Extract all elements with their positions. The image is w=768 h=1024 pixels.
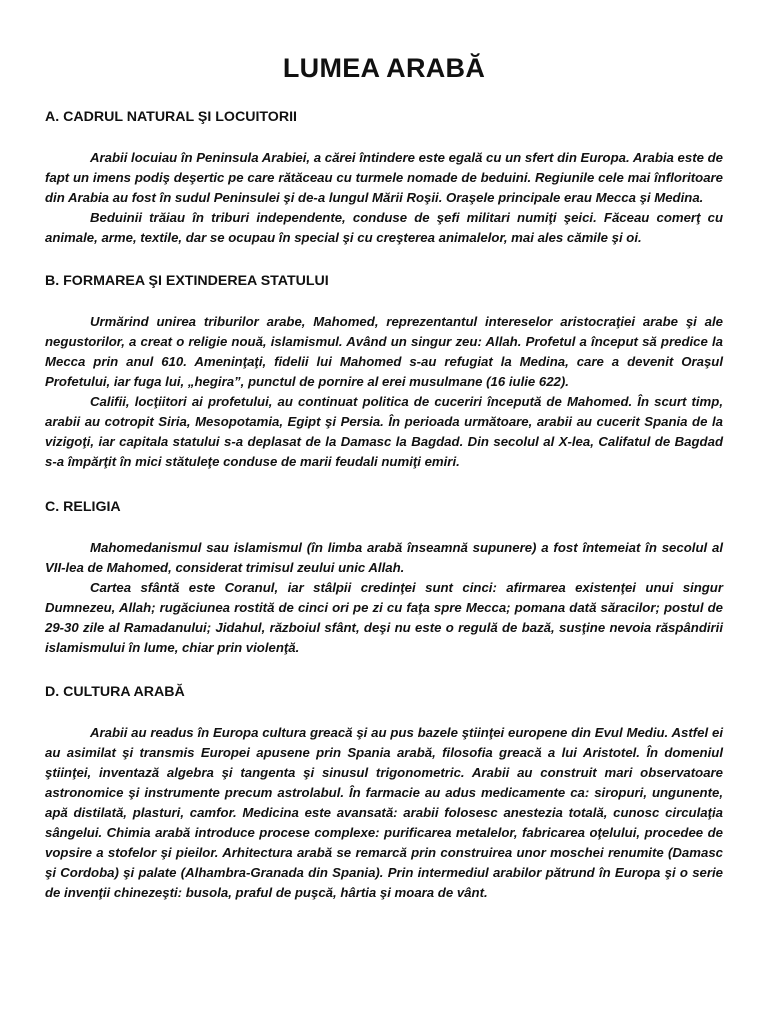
paragraph-a-2: Beduinii trăiau în triburi independente, conduse de şefi militari numiţi şeici. Făceau comerţ cu animale, arme, textile, dar se ocupau în special şi cu creşterea animalelor, mai ales cămile şi oi. — [45, 210, 723, 245]
section-body-d — [45, 723, 723, 903]
paragraph-c-1: Mahomedanismul sau islamismul (în limba arabă înseamnă supunere) a fost întemeiat în secolul al VII-lea de Mahomed, considerat trimisul zeului unic Allah. — [45, 540, 723, 575]
paragraph-b-1: Urmărind unirea triburilor arabe, Mahomed, reprezentantul intereselor aristocraţiei arabe şi ale negustorilor, a creat o religie nouă, islamismul. Având un singur zeu: Allah. Profetul a început să predice la Mecca prin anul 610. Ameninţaţi, fidelii lui Mahomed s-au refugiat la Medina, care a devenit Oraşul Profetului, iar fuga lui, „hegira”, punctul de pornire al erei musulmane (16 iulie 622). — [45, 314, 723, 389]
section-body-a — [45, 148, 723, 248]
section-body-c — [45, 538, 723, 658]
section-heading-a: A. CADRUL NATURAL ŞI LOCUITORII — [45, 109, 297, 125]
paragraph-d-1: Arabii au readus în Europa cultura greacă şi au pus bazele ştiinţei europene din Evul Mediu. Astfel ei au asimilat şi transmis Europei apusene prin Spania arabă, filosofia greacă a lui Aristotel. În domeniul ştiinţei, inventază algebra şi tangenta şi sinusul trigonometric. Arabii au construit mari observatoare astronomice şi instrumente precum astrolabul. În farmacie au adus medicamente ca: siropuri, ungunente, apă distilată, plasturi, camfor. Medicina este avansată: arabii folosesc anestezia totală, cunosc circulaţia sângelui. Chimia arabă introduce procese complexe: purificarea metalelor, fabricarea oţelului, procedee de vopsire a stofelor şi pieilor. Arhitectura arabă se remarcă prin construirea unor moschei renumite (Damasc şi Cordoba) şi palate (Alhambra-Granada din Spania). Prin intermediul arabilor pătrund în Europa şi o serie de invenţii chinezeşti: busola, praful de puşcă, hârtia şi moara de vânt. — [45, 725, 723, 900]
paragraph-a-1: Arabii locuiau în Peninsula Arabiei, a cărei întindere este egală cu un sfert din Europa. Arabia este de fapt un imens podiş deşertic pe care rătăceau cu turmele nomade de beduini. Regiunile cele mai înfloritoare din Arabia au fost în sudul Peninsulei şi de-a lungul Mării Roşii. Oraşele principale erau Mecca şi Medina. — [45, 150, 723, 205]
document-title: LUMEA ARABĂ — [282, 53, 486, 83]
paragraph-b-2: Califii, locţiitori ai profetului, au continuat politica de cuceriri începută de Mahomed. În scurt timp, arabii au cotropit Siria, Mesopotamia, Egipt şi Persia. În perioada următoare, arabii au cucerit Spania de la vizigoţi, iar capitala statului s-a deplasat de la Damasc la Bagdad. Din secolul al X-lea, Califatul de Bagdad s-a împărţit în mici stătuleţe conduse de marii feudali numiţi emiri. — [45, 394, 723, 469]
section-heading-c: C. RELIGIA — [45, 499, 121, 515]
section-heading-b: B. FORMAREA ŞI EXTINDEREA STATULUI — [45, 273, 329, 289]
section-heading-d: D. CULTURA ARABĂ — [45, 684, 185, 700]
section-body-b — [45, 312, 723, 472]
paragraph-c-2: Cartea sfântă este Coranul, iar stâlpii credinţei sunt cinci: afirmarea existenţei unui singur Dumnezeu, Allah; rugăciunea rostită de cinci ori pe zi cu faţa spre Mecca; pomana dată săracilor; postul de 29-30 zile al Ramadanului; Jidahul, războiul sfânt, deşi nu este o regulă de bază, susţine nevoia răspândirii islamismului în lume, chiar prin violenţă. — [45, 580, 723, 655]
